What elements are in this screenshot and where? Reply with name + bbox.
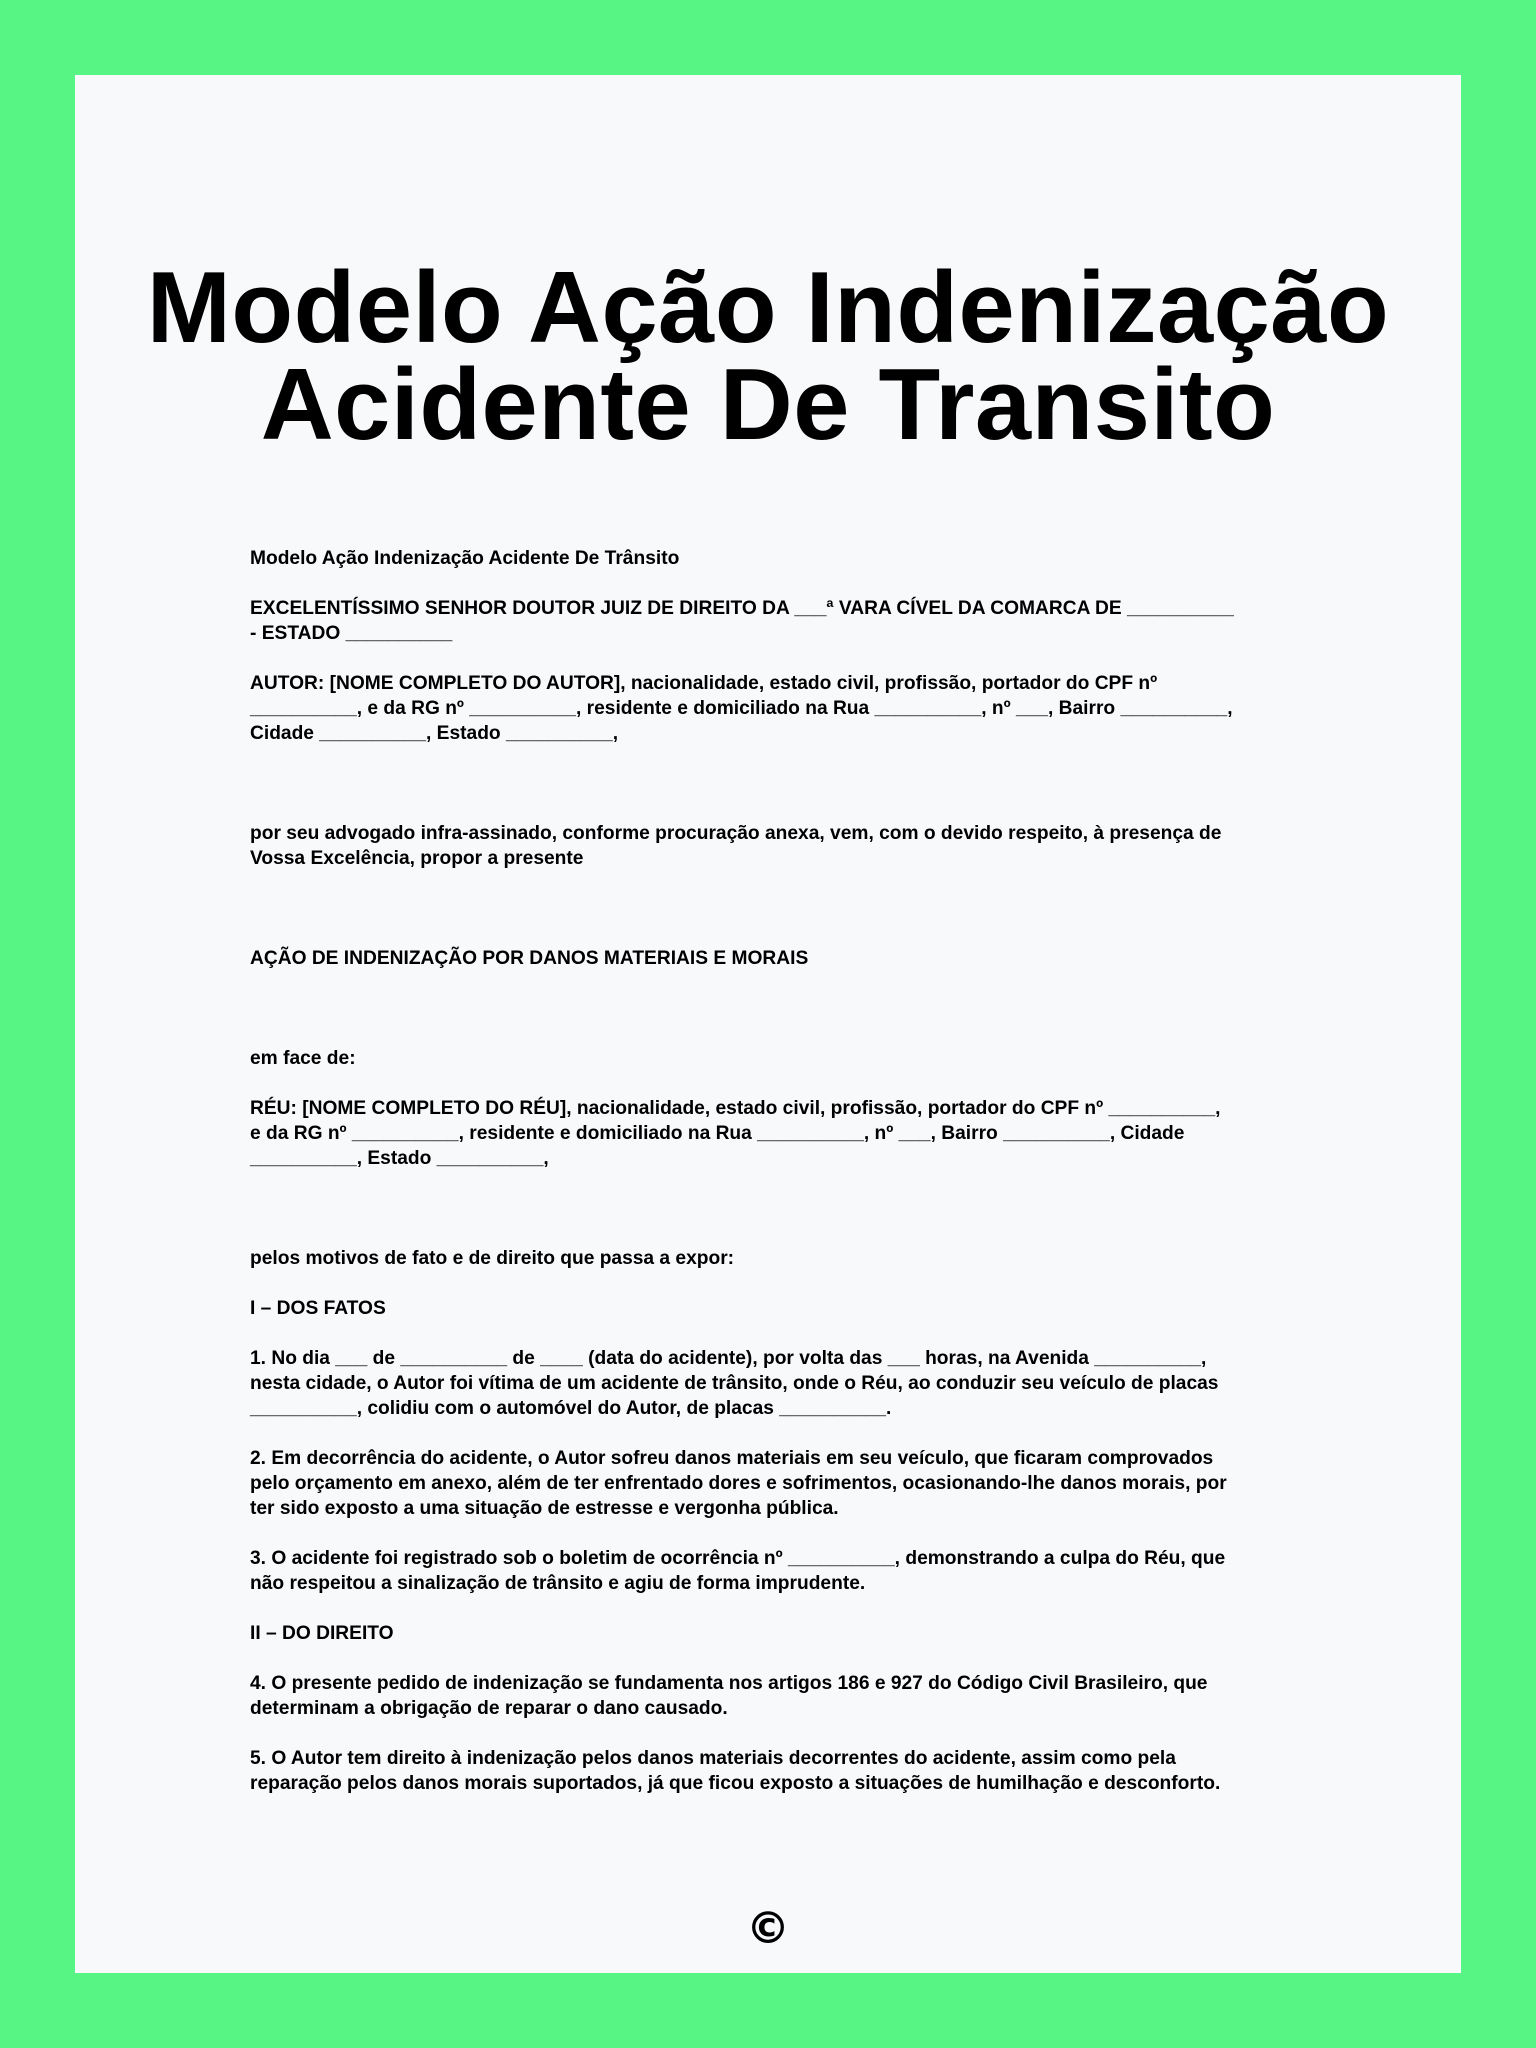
plaintiff-paragraph: AUTOR: [NOME COMPLETO DO AUTOR], nacionalidade, estado civil, profissão, portador do CPF nº __________, e da RG nº __________, residente e domiciliado na Rua __________, nº ___, Bairro __________, Cidade __________, Estado __________, [250, 673, 1233, 744]
document-subtitle: Modelo Ação Indenização Acidente De Trânsito [250, 548, 680, 569]
fact-2-paragraph: 2. Em decorrência do acidente, o Autor sofreu danos materiais em seu veículo, que ficaram comprovados pelo orçamento em anexo, além de ter enfrentado dores e sofrimentos, ocasionando-lhe danos morais, por ter sido exposto a uma situação de estresse e vergonha pública. [250, 1448, 1227, 1519]
addressee-paragraph: EXCELENTÍSSIMO SENHOR DOUTOR JUIZ DE DIREITO DA ___ª VARA CÍVEL DA COMARCA DE __________ - ESTADO __________ [250, 598, 1234, 644]
action-title: AÇÃO DE INDENIZAÇÃO POR DANOS MATERIAIS E MORAIS [250, 948, 809, 969]
law-5-paragraph: 5. O Autor tem direito à indenização pelos danos materiais decorrentes do acidente, assim como pela reparação pelos danos morais suportados, já que ficou exposto a situações de humilhação e desconforto. [250, 1748, 1221, 1794]
document-title: Modelo Ação Indenização Acidente De Transito [146, 252, 1390, 461]
representation-paragraph: por seu advogado infra-assinado, conforme procuração anexa, vem, com o devido respeito, à presença de Vossa Excelência, propor a presente [250, 823, 1222, 869]
defendant-paragraph: RÉU: [NOME COMPLETO DO RÉU], nacionalidade, estado civil, profissão, portador do CPF nº __________, e da RG nº __________, residente e domiciliado na Rua __________, nº ___, Bairro __________, Cidade __________, Estado __________, [250, 1098, 1221, 1169]
document-page [75, 75, 1461, 1973]
fact-3-paragraph: 3. O acidente foi registrado sob o boletim de ocorrência nº __________, demonstrando a culpa do Réu, que não respeitou a sinalização de trânsito e agiu de forma imprudente. [250, 1548, 1226, 1594]
fact-1-paragraph: 1. No dia ___ de __________ de ____ (data do acidente), por volta das ___ horas, na Avenida __________, nesta cidade, o Autor foi vítima de um acidente de trânsito, onde o Réu, ao conduzir seu veículo de placas __________, colidiu com o automóvel do Autor, de placas __________. [250, 1348, 1219, 1419]
section-heading-facts: I – DOS FATOS [250, 1298, 386, 1319]
document-body [250, 546, 1350, 1796]
copyright-icon: © [746, 1903, 790, 1954]
law-4-paragraph: 4. O presente pedido de indenização se fundamenta nos artigos 186 e 927 do Código Civil Brasileiro, que determinam a obrigação de reparar o dano causado. [250, 1673, 1208, 1719]
motives-paragraph: pelos motivos de fato e de direito que passa a expor: [250, 1248, 735, 1269]
section-heading-law: II – DO DIREITO [250, 1623, 394, 1644]
against-paragraph: em face de: [250, 1048, 356, 1069]
